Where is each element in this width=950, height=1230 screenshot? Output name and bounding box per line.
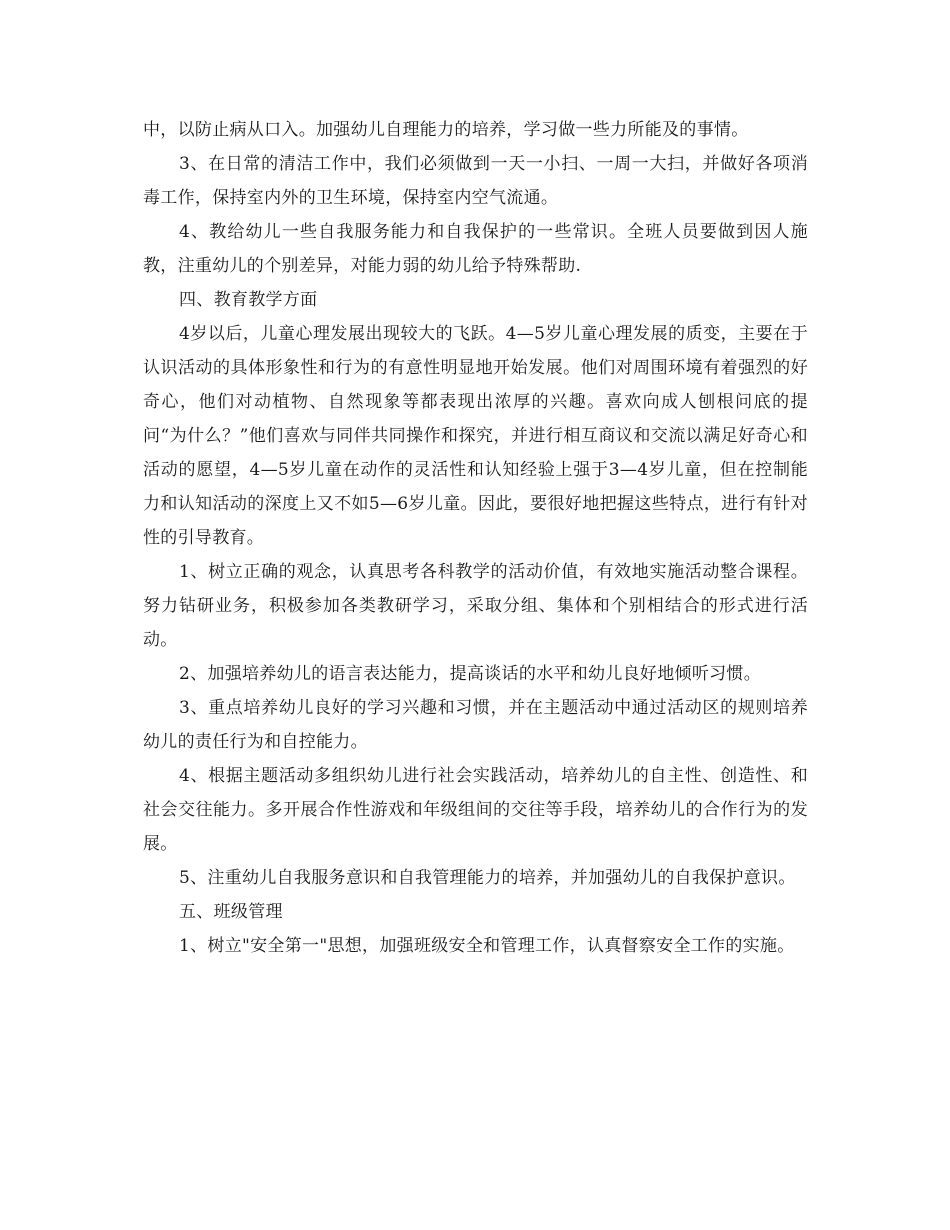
paragraph-self-care: 4、教给幼儿一些自我服务能力和自我保护的一些常识。全班人员要做到因人施教，注重幼儿的个别差异，对能力弱的幼儿给予特殊帮助. [143, 222, 808, 276]
paragraph-item-1-concept: 1、树立正确的观念，认真思考各科教学的活动价值，有效地实施活动整合课程。努力钻研业务，积极参加各类教研学习，采取分组、集体和个别相结合的形式进行活动。 [143, 562, 808, 650]
paragraph-cleaning: 3、在日常的清洁工作中，我们必须做到一天一小扫、一周一大扫，并做好各项消毒工作，保持室内外的卫生环境，保持室内空气流通。 [143, 154, 808, 208]
paragraph-safety-first: 1、树立"安全第一"思想，加强班级安全和管理工作，认真督察安全工作的实施。 [179, 936, 795, 956]
paragraph-item-3-interest: 3、重点培养幼儿良好的学习兴趣和习惯，并在主题活动中通过活动区的规则培养幼儿的责任行为和自控能力。 [143, 698, 808, 752]
paragraph-item-5-self-service: 5、注重幼儿自我服务意识和自我管理能力的培养，并加强幼儿的自我保护意识。 [179, 868, 796, 888]
section-heading-class-management: 五、班级管理 [179, 902, 283, 922]
paragraph-child-development: 4岁以后，儿童心理发展出现较大的飞跃。4—5岁儿童心理发展的质变，主要在于认识活动的具体形象性和行为的有意性明显地开始发展。他们对周围环境有着强烈的好奇心，他们对动植物、自然现象等都表现出浓厚的兴趣。喜欢向成人刨根问底的提问“为什么？”他们喜欢与同伴共同操作和探究，并进行相互商议和交流以满足好奇心和活动的愿望，4—5岁儿童在动作的灵活性和认知经验上强于3—4岁儿童，但在控制能力和认知活动的深度上又不如5—6岁儿童。因此，要很好地把握这些特点，进行有针对性的引导教育。 [143, 324, 808, 548]
document-body [143, 113, 808, 963]
paragraph-item-2-language: 2、加强培养幼儿的语言表达能力，提高谈话的水平和幼儿良好地倾听习惯。 [179, 664, 762, 684]
paragraph-item-4-social: 4、根据主题活动多组织幼儿进行社会实践活动，培养幼儿的自主性、创造性、和社会交往能力。多开展合作性游戏和年级组间的交往等手段，培养幼儿的合作行为的发展。 [143, 766, 808, 854]
paragraph-continuation: 中，以防止病从口入。加强幼儿自理能力的培养，学习做一些力所能及的事情。 [143, 120, 749, 140]
section-heading-teaching: 四、教育教学方面 [179, 290, 318, 310]
